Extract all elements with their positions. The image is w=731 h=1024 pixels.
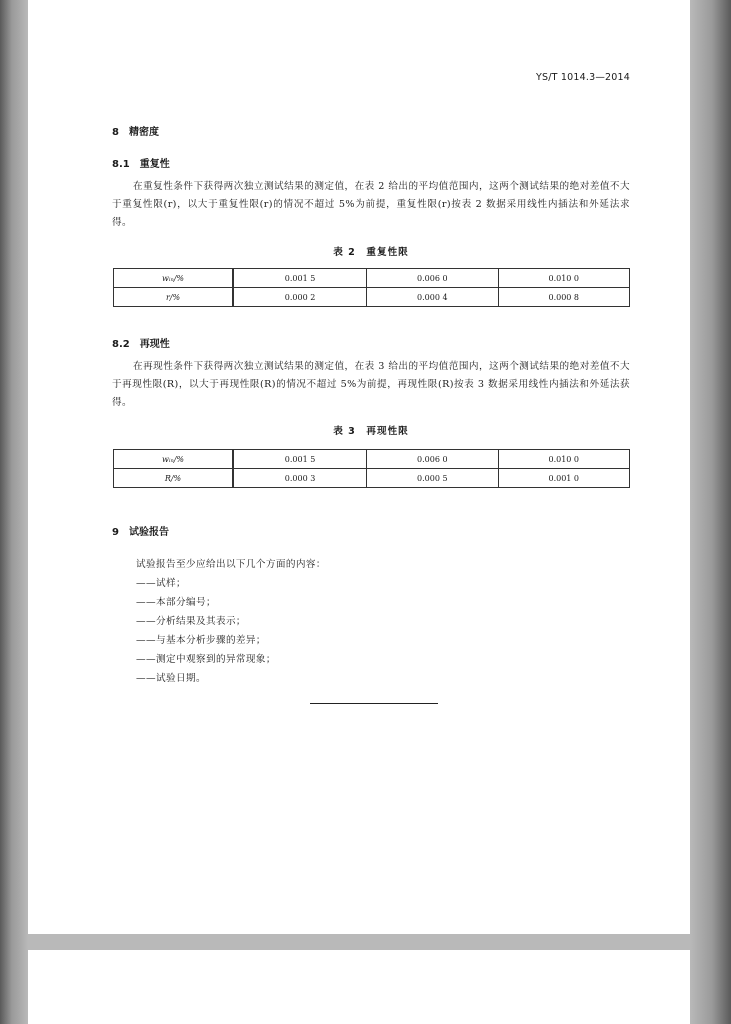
- table-2-repeatability: [113, 268, 630, 307]
- list-item: ——分析结果及其表示；: [136, 616, 246, 627]
- list-item: ——试样；: [136, 578, 186, 589]
- list-item: ——本部分编号；: [136, 597, 216, 608]
- table-row: [114, 469, 630, 488]
- table-cell: 0.001 0: [498, 469, 629, 488]
- table-row: [114, 450, 630, 469]
- table-cell: 0.000 4: [367, 288, 498, 307]
- list-item: ——测定中观察到的异常现象；: [136, 654, 276, 665]
- table-2-caption: 表 2 重复性限: [333, 247, 409, 258]
- table-row: [114, 288, 630, 307]
- section-8-1-paragraph: 在重复性条件下获得两次独立测试结果的测定值，在表 2 给出的平均值范围内，这两个测试结果的绝对差值不大于重复性限(r)，以大于重复性限(r)的情况不超过 5%为前提，重复性限(r)按表 2 数据采用线性内插法和外延法求得。: [112, 181, 630, 228]
- table-cell: r/%: [114, 288, 234, 307]
- table-cell: 0.006 0: [367, 450, 498, 469]
- table-cell: 0.000 2: [233, 288, 367, 307]
- section-8-heading: 8 精密度: [112, 127, 159, 138]
- table-3-reproducibility: [113, 449, 630, 488]
- section-8-2-paragraph: 在再现性条件下获得两次独立测试结果的测定值，在表 3 给出的平均值范围内，这两个测试结果的绝对差值不大于再现性限(R)，以大于再现性限(R)的情况不超过 5%为前提，再现性限(R)按表 3 数据采用线性内插法和外延法获得。: [112, 361, 630, 408]
- table-cell: wᵢₙ/%: [114, 269, 234, 288]
- table-row: [114, 269, 630, 288]
- table-cell: wᵢₙ/%: [114, 450, 234, 469]
- table-cell: R/%: [114, 469, 234, 488]
- standard-number: YS/T 1014.3—2014: [536, 72, 630, 83]
- section-8-2-heading: 8.2 再现性: [112, 339, 170, 350]
- section-9-heading: 9 试验报告: [112, 527, 169, 538]
- table-cell: 0.000 5: [367, 469, 498, 488]
- section-8-1-heading: 8.1 重复性: [112, 159, 170, 170]
- end-divider-line: [310, 703, 438, 704]
- table-cell: 0.010 0: [498, 450, 629, 469]
- table-cell: 0.001 5: [233, 450, 367, 469]
- list-item: ——试验日期。: [136, 673, 206, 684]
- document-page: [28, 0, 690, 934]
- list-intro: 试验报告至少应给出以下几个方面的内容：: [136, 559, 326, 570]
- table-cell: 0.010 0: [498, 269, 629, 288]
- list-item: ——与基本分析步骤的差异；: [136, 635, 266, 646]
- table-cell: 0.001 5: [233, 269, 367, 288]
- table-cell: 0.000 3: [233, 469, 367, 488]
- next-page: [28, 950, 690, 1024]
- table-3-caption: 表 3 再现性限: [333, 426, 409, 437]
- report-content-list: [136, 555, 326, 688]
- table-cell: 0.000 8: [498, 288, 629, 307]
- table-cell: 0.006 0: [367, 269, 498, 288]
